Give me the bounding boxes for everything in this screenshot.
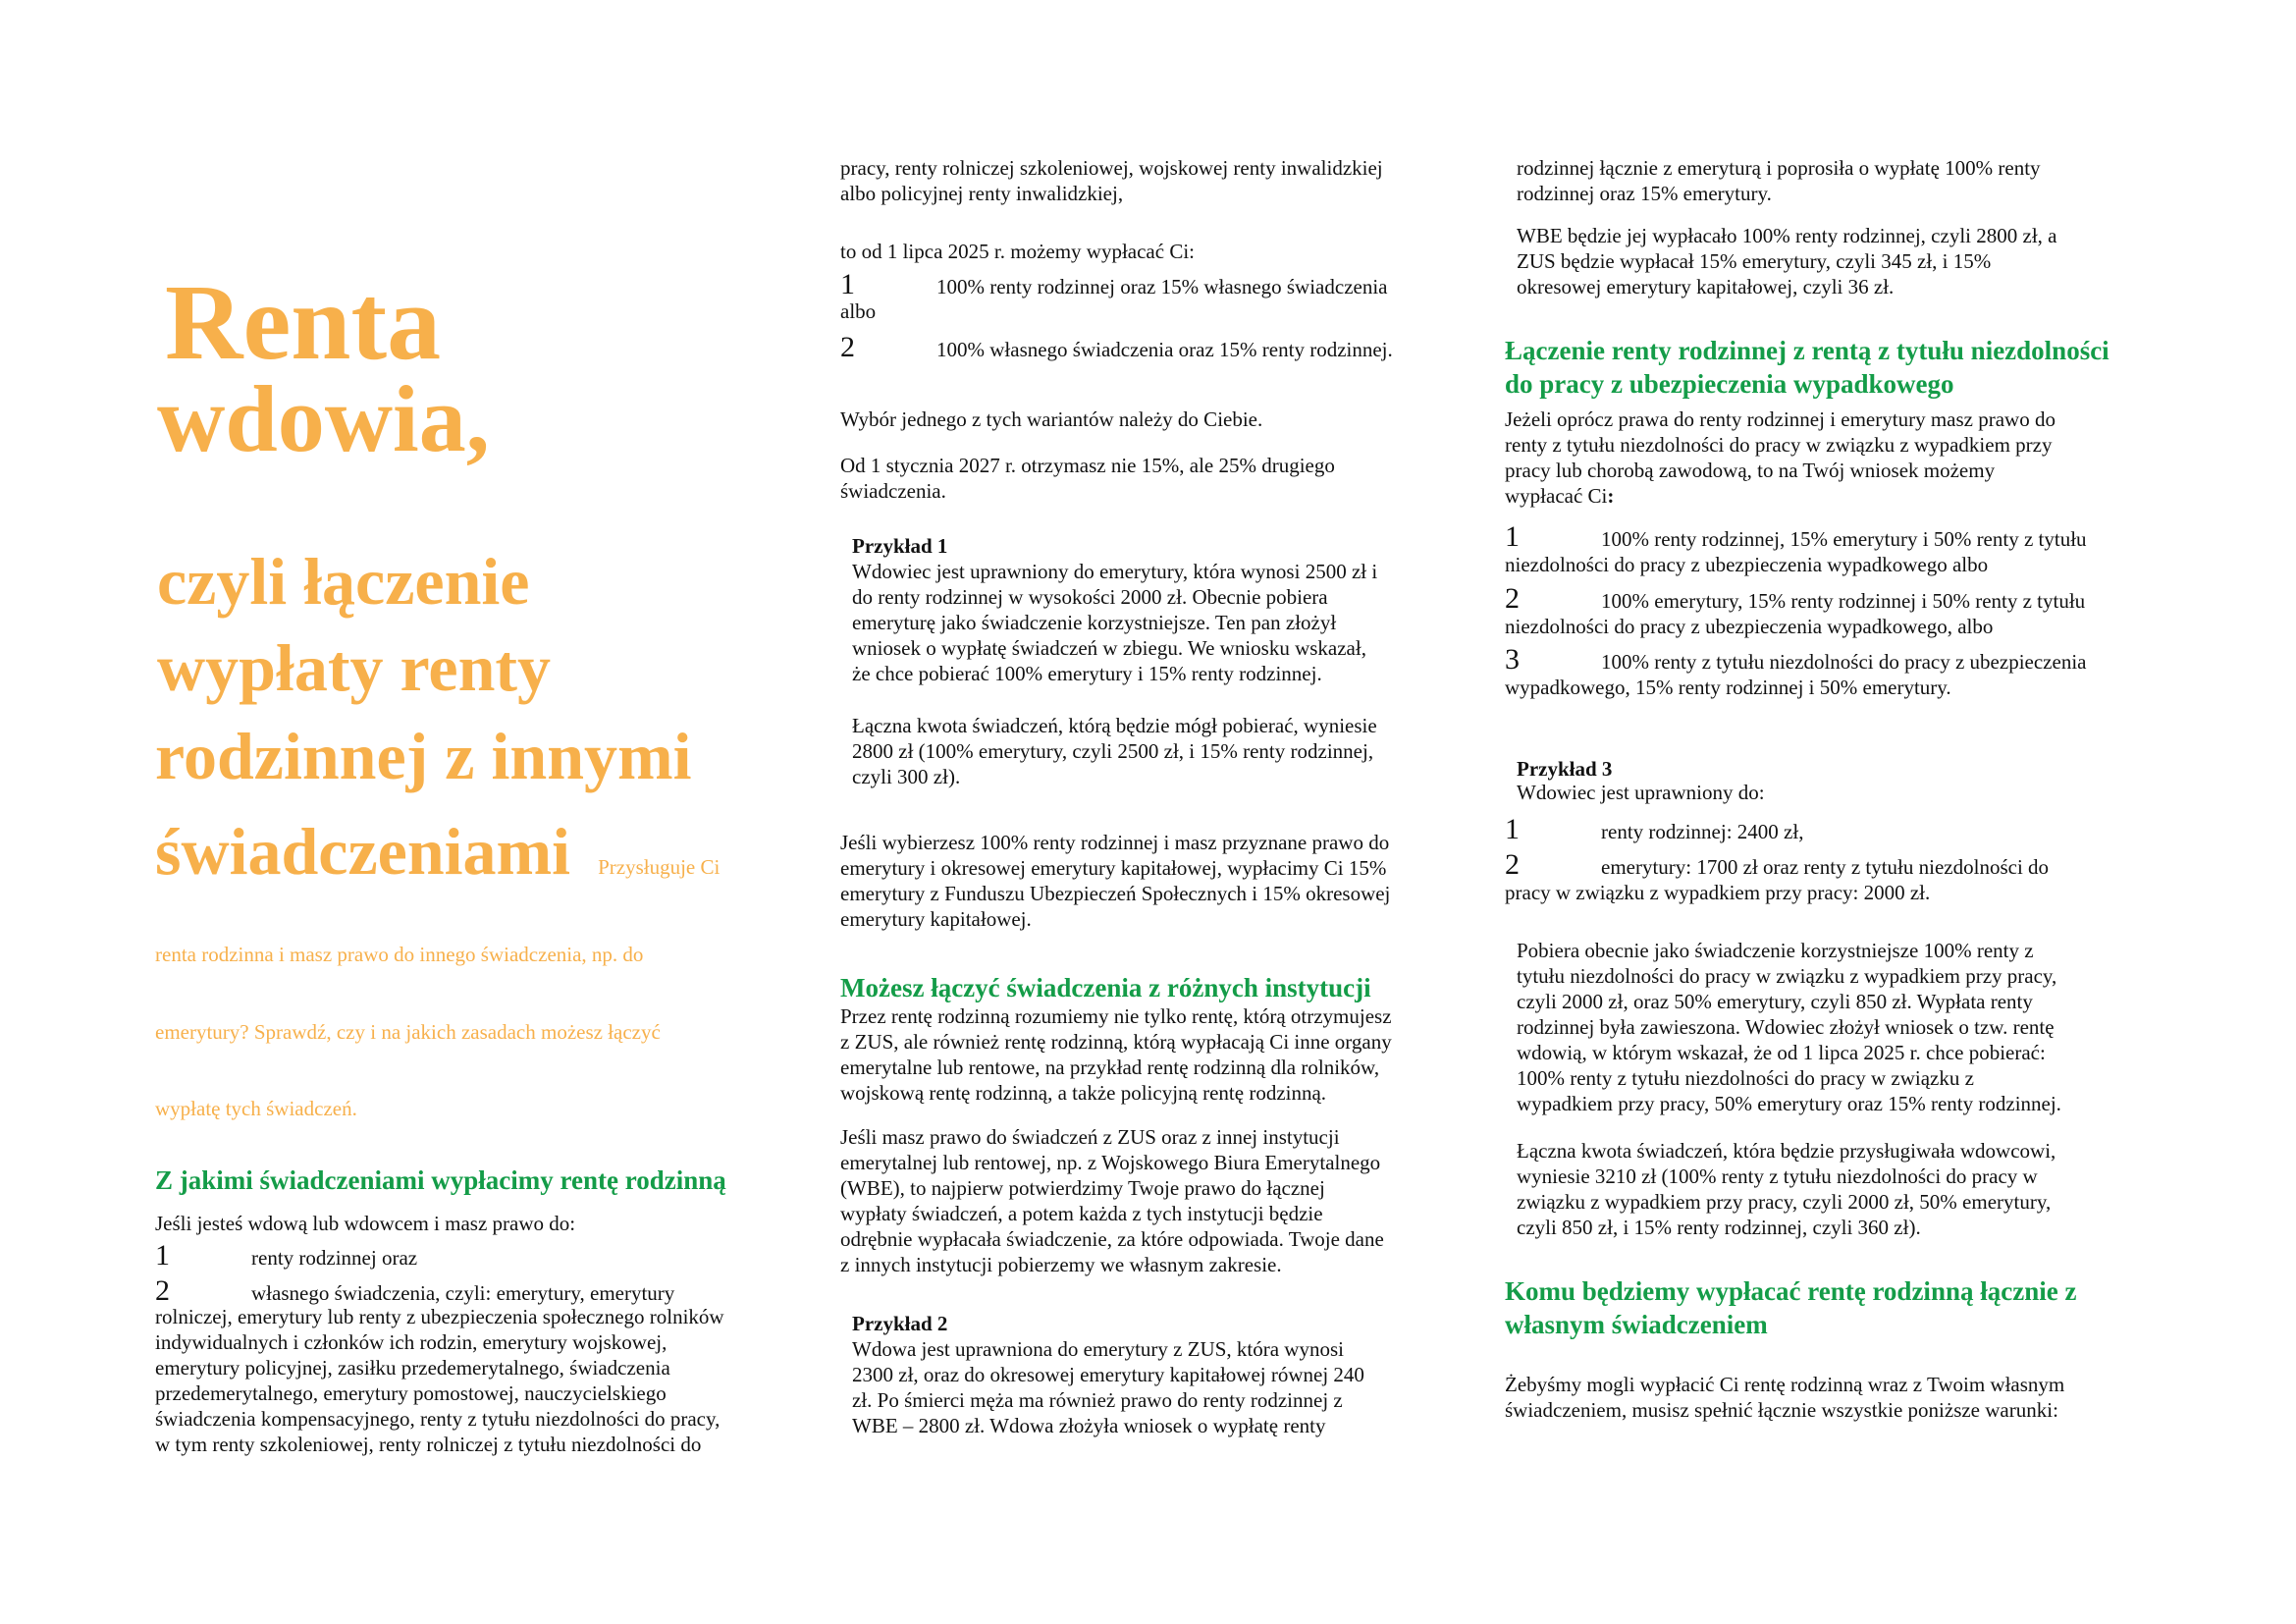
text-line: Jeśli masz prawo do świadczeń z ZUS oraz z innej instytucji (840, 1125, 1340, 1149)
example-3-title: Przykład 3 (1517, 757, 1613, 781)
option-item (840, 270, 1388, 299)
text-line: czyli 850 zł, i 15% renty rodzinnej, czyli 360 zł). (1517, 1216, 1921, 1239)
heading-line: Komu będziemy wypłacać rentę rodzinną łącznie z (1505, 1276, 2077, 1306)
accident-lead (1505, 406, 2056, 509)
text-line: tytułu niezdolności do pracy w związku z wypadkiem przy pracy, (1517, 964, 2057, 988)
text-line: wypłaty świadczeń, a potem każda z tych instytucji będzie (840, 1202, 1323, 1225)
text-line: renty z tytułu niezdolności do pracy w związku z wypadkiem przy (1505, 433, 2053, 457)
from-2027-text (840, 453, 1335, 504)
text-line: świadczenia. (840, 479, 946, 503)
heading-line: własnym świadczeniem (1505, 1310, 1768, 1339)
option-continuation: albo (840, 299, 877, 323)
text-line: z ZUS, ale również rentę rodzinną, którą wypłacają Ci inne organy (840, 1030, 1392, 1054)
list-item (155, 1276, 674, 1306)
list-number: 1 (840, 268, 855, 300)
heading-line: Łączenie renty rodzinnej z rentą z tytułu niezdolności (1505, 336, 2109, 365)
section-heading-benefits: Z jakimi świadczeniami wypłacimy rentę rodzinną (155, 1165, 726, 1195)
list-text: 100% własnego świadczenia oraz 15% renty rodzinnej. (936, 338, 1393, 361)
subtitle-line-4: świadczeniami (155, 814, 571, 889)
example-2-body (852, 1336, 1364, 1438)
text-line: 2300 zł, oraz do okresowej emerytury kapitałowej równej 240 (852, 1363, 1364, 1386)
benefits-lead: Jeśli jesteś wdową lub wdowcem i masz prawo do: (155, 1212, 576, 1235)
text-line: w tym renty szkoleniowej, renty rolniczej z tytułu niezdolności do (155, 1433, 702, 1456)
list-text: własnego świadczenia, czyli: emerytury, emerytury (251, 1281, 675, 1305)
subtitle-line-2: wypłaty renty (157, 630, 552, 705)
continuation-text (840, 155, 1383, 206)
text-span: wypłacać Ci (1505, 484, 1608, 508)
list-text: 100% renty rodzinnej oraz 15% własnego świadczenia (936, 275, 1388, 298)
text-line: indywidualnych i członków ich rodzin, emerytury wojskowej, (155, 1330, 667, 1354)
accident-option (1505, 584, 2085, 639)
example-2-title: Przykład 2 (852, 1312, 948, 1335)
text-line: rodzinnej była zawieszona. Wdowiec złożył wniosek o tzw. rentę (1517, 1015, 2055, 1039)
text-line: WBE – 2800 zł. Wdowa złożyła wniosek o wypłatę renty (852, 1414, 1326, 1437)
option-item (840, 333, 1393, 362)
list-number: 2 (155, 1274, 170, 1307)
capital-pension-text (840, 830, 1390, 932)
section-heading-institutions: Możesz łączyć świadczenia z różnych instytucji (840, 973, 1371, 1002)
list-text: renty rodzinnej: 2400 zł, (1601, 820, 1804, 843)
text-line: rodzinnej oraz 15% emerytury. (1517, 182, 1772, 205)
text-line: przedemerytalnego, emerytury pomostowej, nauczycielskiego (155, 1381, 667, 1405)
list-number: 1 (1505, 520, 1520, 553)
text-line: świadczeniem, musisz spełnić łącznie wszystkie poniższe warunki: (1505, 1398, 2058, 1422)
subtitle-line-4-row (155, 812, 720, 891)
example-3-lead: Wdowiec jest uprawniony do: (1517, 781, 1765, 804)
example-3-body (1517, 938, 2061, 1116)
list-number: 1 (155, 1239, 170, 1272)
text-line: świadczenia kompensacyjnego, renty z tytułu niezdolności do pracy, (155, 1407, 721, 1431)
text-line: wyniesie 3210 zł (100% renty z tytułu niezdolności do pracy w (1517, 1164, 2038, 1188)
list-continuation: wypadkowego, 15% renty rodzinnej i 50% emerytury. (1505, 676, 1951, 699)
list-continuation: niezdolności do pracy z ubezpieczenia wypadkowego, albo (1505, 615, 1994, 638)
text-line: że chce pobierać 100% emerytury i 15% renty rodzinnej. (852, 662, 1322, 685)
list-number: 1 (1505, 813, 1520, 845)
text-line: do renty rodzinnej w wysokości 2000 zł. Obecnie pobiera (852, 585, 1328, 609)
text-line: emerytury z Funduszu Ubezpieczeń Społecznych i 15% okresowej (840, 882, 1391, 905)
intro-line-2: renta rodzinna i masz prawo do innego świadczenia, np. do (155, 943, 644, 966)
list-number: 2 (1505, 848, 1520, 881)
choice-text: Wybór jednego z tych wariantów należy do Ciebie. (840, 407, 1263, 431)
text-line: pracy, renty rolniczej szkoleniowej, wojskowej renty inwalidzkiej (840, 156, 1383, 180)
example-1-title: Przykład 1 (852, 534, 948, 558)
accident-option (1505, 645, 2086, 700)
eligibility-text (1505, 1372, 2064, 1423)
list-item-continuation (155, 1304, 724, 1457)
list-continuation: niezdolności do pracy z ubezpieczenia wypadkowego albo (1505, 553, 1989, 576)
list-text: renty rodzinnej oraz (251, 1246, 418, 1270)
text-line: WBE będzie jej wypłacało 100% renty rodzinnej, czyli 2800 zł, a (1517, 224, 2057, 247)
list-text: 100% renty z tytułu niezdolności do pracy z ubezpieczenia (1601, 650, 2087, 674)
text-line: emerytury policyjnej, zasiłku przedemerytalnego, świadczenia (155, 1356, 670, 1380)
list-item (155, 1241, 417, 1271)
title-line-2: wdowia, (157, 366, 490, 471)
example-3-item (1505, 815, 1803, 844)
example-3-total (1517, 1138, 2056, 1240)
text-line: pracy lub chorobą zawodową, to na Twój wniosek możemy (1505, 459, 1996, 482)
example-1-total (852, 713, 1377, 789)
text-line: Wdowa jest uprawniona do emerytury z ZUS, która wynosi (852, 1337, 1344, 1361)
text-line: 2800 zł (100% emerytury, czyli 2500 zł, i 15% renty rodzinnej, (852, 739, 1374, 763)
list-number: 2 (840, 331, 855, 363)
accident-option (1505, 522, 2087, 577)
text-line: zł. Po śmierci męża ma również prawo do renty rodzinnej z (852, 1388, 1343, 1412)
text-line: Jeżeli oprócz prawa do renty rodzinnej i emerytury masz prawo do (1505, 407, 2056, 431)
text-line: Pobiera obecnie jako świadczenie korzystniejsze 100% renty z (1517, 939, 2034, 962)
text-line: emerytalne lub rentowe, na przykład rentę rodzinną dla rolników, (840, 1056, 1380, 1079)
text-line: z innych instytucji pobierzemy we własnym zakresie. (840, 1253, 1282, 1276)
text-line: Przez rentę rodzinną rozumiemy nie tylko rentę, którą otrzymujesz (840, 1004, 1392, 1028)
text-line: rodzinnej łącznie z emeryturą i poprosiła o wypłatę 100% renty (1517, 156, 2041, 180)
subtitle-line-1: czyli łączenie (157, 544, 530, 619)
example-2-result (1517, 223, 2056, 299)
text-line: wojskową rentę rodzinną, a także policyjną rentę rodzinną. (840, 1081, 1327, 1105)
list-text: 100% emerytury, 15% renty rodzinnej i 50% renty z tytułu (1601, 589, 2086, 613)
intro-line-4: wypłatę tych świadczeń. (155, 1097, 357, 1120)
text-line: albo policyjnej renty inwalidzkiej, (840, 182, 1124, 205)
section-heading-accident (1505, 334, 2109, 401)
text-line: czyli 300 zł). (852, 765, 961, 788)
text-line: Łączna kwota świadczeń, którą będzie mógł pobierać, wyniesie (852, 714, 1377, 737)
text-line: Łączna kwota świadczeń, która będzie przysługiwała wdowcowi, (1517, 1139, 2056, 1163)
text-line: związku z wypadkiem przy pracy, czyli 2000 zł, 50% emerytury, (1517, 1190, 2052, 1214)
text-line: 100% renty z tytułu niezdolności do pracy w związku z (1517, 1066, 1974, 1090)
text-line: emerytalnej lub rentowej, np. z Wojskowego Biura Emerytalnego (840, 1151, 1381, 1174)
wbe-text (840, 1124, 1384, 1277)
text-line: emerytury i okresowej emerytury kapitałowej, wypłacimy Ci 15% (840, 856, 1387, 880)
text-line: czyli 2000 zł, oraz 50% emerytury, czyli 850 zł. Wypłata renty (1517, 990, 2033, 1013)
text-line: ZUS będzie wypłacał 15% emerytury, czyli 345 zł, i 15% (1517, 249, 1992, 273)
text-line (1505, 483, 2056, 509)
from-date-text: to od 1 lipca 2025 r. możemy wypłacać Ci: (840, 240, 1195, 263)
text-line: emeryturę jako świadczenie korzystniejsze. Ten pan złożył (852, 611, 1337, 634)
text-line: odrębnie wypłacała świadczenie, za które odpowiada. Twoje dane (840, 1227, 1384, 1251)
example-2-continuation (1517, 155, 2041, 206)
text-line: Od 1 stycznia 2027 r. otrzymasz nie 15%, ale 25% drugiego (840, 454, 1335, 477)
text-line: Żebyśmy mogli wypłacić Ci rentę rodzinną wraz z Twoim własnym (1505, 1373, 2065, 1396)
heading-line: do pracy z ubezpieczenia wypadkowego (1505, 369, 1954, 399)
list-continuation: pracy w związku z wypadkiem przy pracy: 2000 zł. (1505, 881, 1931, 904)
text-line: (WBE), to najpierw potwierdzimy Twoje prawo do łącznej (840, 1176, 1325, 1200)
subtitle-line-3: rodzinnej z innymi (155, 719, 692, 793)
text-line: wypadkiem przy pracy, 50% emerytury oraz 15% renty rodzinnej. (1517, 1092, 2061, 1115)
list-text: emerytury: 1700 zł oraz renty z tytułu niezdolności do (1601, 855, 2050, 879)
colon: : (1607, 484, 1615, 508)
intro-inline: Przysługuje Ci (598, 855, 721, 879)
text-line: Jeśli wybierzesz 100% renty rodzinnej i masz przyznane prawo do (840, 831, 1390, 854)
text-line: Wdowiec jest uprawniony do emerytury, która wynosi 2500 zł i (852, 560, 1378, 583)
section-heading-eligibility (1505, 1274, 2076, 1341)
text-line: wdowią, w którym wskazał, że od 1 lipca 2025 r. chce pobierać: (1517, 1041, 2046, 1064)
text-line: emerytury kapitałowej. (840, 907, 1032, 931)
text-line: wniosek o wypłatę świadczeń w zbiegu. We wniosku wskazał, (852, 636, 1366, 660)
list-number: 2 (1505, 582, 1520, 615)
example-3-item (1505, 850, 2049, 905)
definition-text (840, 1003, 1392, 1106)
list-number: 3 (1505, 643, 1520, 676)
title-line-1: Renta (165, 262, 442, 382)
intro-line-3: emerytury? Sprawdź, czy i na jakich zasadach możesz łączyć (155, 1020, 661, 1044)
list-text: 100% renty rodzinnej, 15% emerytury i 50% renty z tytułu (1601, 527, 2087, 551)
example-1-body (852, 559, 1377, 686)
text-line: okresowej emerytury kapitałowej, czyli 36 zł. (1517, 275, 1895, 298)
text-line: rolniczej, emerytury lub renty z ubezpieczenia społecznego rolników (155, 1305, 724, 1328)
